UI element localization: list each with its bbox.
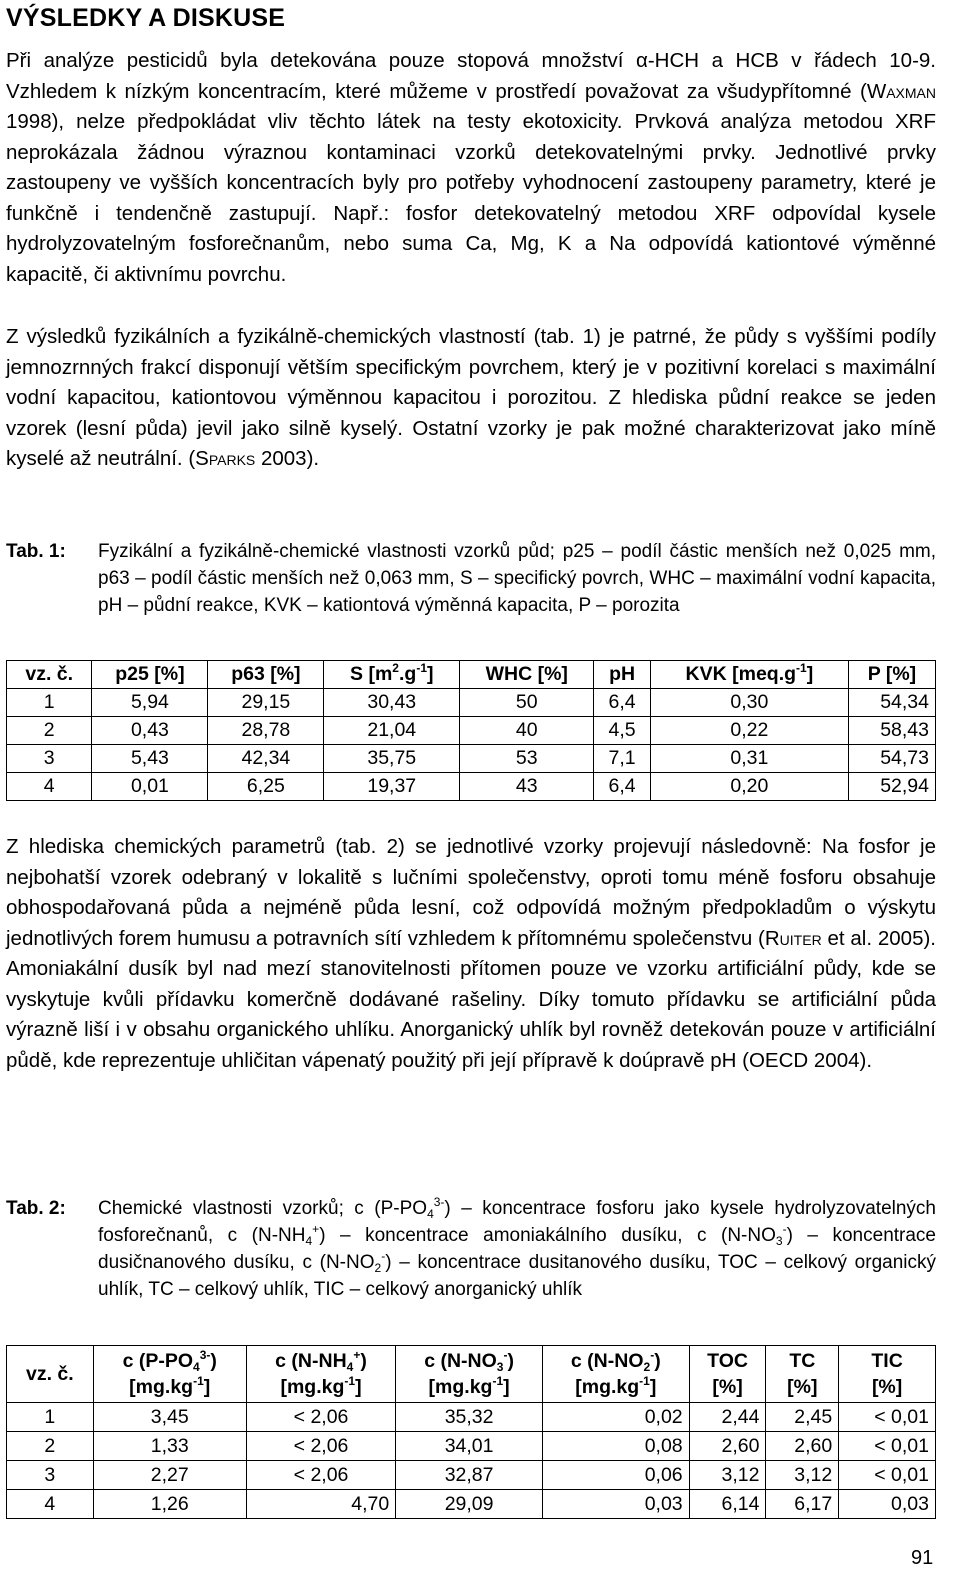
table1-header-row <box>7 661 936 689</box>
table-cell: < 0,01 <box>839 1432 936 1461</box>
t2-header-tic: TIC [%] <box>839 1346 936 1403</box>
table-cell: 6,17 <box>766 1490 839 1519</box>
table-cell: 3 <box>7 1461 94 1490</box>
paragraph-2 <box>6 322 936 475</box>
table-cell: 2,44 <box>689 1403 766 1432</box>
table-cell: < 2,06 <box>246 1432 395 1461</box>
table-cell: 0,01 <box>92 773 208 801</box>
table-cell: 3,12 <box>689 1461 766 1490</box>
table-cell: 32,87 <box>396 1461 543 1490</box>
table-row <box>7 1461 936 1490</box>
t2-header-po4: c $(P-PO_4^{3-})$ $[mg.kg^{-1}]$ <box>93 1346 246 1403</box>
table-cell: 5,43 <box>92 745 208 773</box>
table-cell: 3,12 <box>766 1461 839 1490</box>
table-cell: 6,14 <box>689 1490 766 1519</box>
table-cell: < 0,01 <box>839 1461 936 1490</box>
t1-header-p63: p63 [%] <box>208 661 324 689</box>
table-chemical-properties <box>6 1345 936 1519</box>
table1-caption-text: Fyzikální a fyzikálně-chemické vlastnosti vzorků půd; p25 – podíl částic menších než 0,025 mm, p63 – podíl částic menších než 0,063 mm, S – specifický povrch, WHC – maximální vodní kapacita, pH – půdní reakce, KVK – kationtová výměnná kapacita, P – porozita <box>98 541 936 616</box>
table-cell: 2,45 <box>766 1403 839 1432</box>
paragraph-3 <box>6 832 936 1076</box>
table-row <box>7 745 936 773</box>
table-cell: < 2,06 <box>246 1461 395 1490</box>
para3-text-a: Z hlediska chemických parametrů (tab. 2) se jednotlivé vzorky projevují následovně: Na fosfor je nejbohatší vzorek odebraný v lokalitě s lučními společenstvy, oproti tomu méně fosforu obsahuje obhospodařovaná půda a nejméně půda lesní, což odpovídá možným předpokladům o výskytu jednotlivých forem humusu a potravních sítí vzhledem k přítomnému společenstvu ( <box>6 835 936 950</box>
table-physical-properties <box>6 660 936 801</box>
table-cell: 5,94 <box>92 689 208 717</box>
table-row <box>7 1403 936 1432</box>
table-row <box>7 773 936 801</box>
table-cell: < 2,06 <box>246 1403 395 1432</box>
table-cell: 30,43 <box>324 689 460 717</box>
table-cell: 3,45 <box>93 1403 246 1432</box>
para2-text-a: Z výsledků fyzikálních a fyzikálně-chemických vlastností (tab. 1) je patrné, že půdy s vyššími podíly jemnozrnných frakcí disponují větším specifickým povrchem, který je v pozitivní korelaci s maximální vodní kapacitou, kationtovou výměnnou kapacitou i porozitou. Z hlediska půdní reakce se jeden vzorek (lesní půda) jevil jako silně kyselý. Ostatní vzorky je pak možné charakterizovat jako míně kyselé až neutrální. ( <box>6 325 936 470</box>
table-cell: 42,34 <box>208 745 324 773</box>
table-cell: 4,70 <box>246 1490 395 1519</box>
table-cell: 35,75 <box>324 745 460 773</box>
table-cell: < 0,01 <box>839 1403 936 1432</box>
table-cell: 54,34 <box>848 689 935 717</box>
table-cell: 0,08 <box>542 1432 689 1461</box>
t2-header-tc: TC [%] <box>766 1346 839 1403</box>
t1-header-p: P [%] <box>848 661 935 689</box>
t1-header-kvk: KVK $[meq.g^{-1}]$ <box>650 661 848 689</box>
t2-header-nh4: c $(N-NH_4^+)$ $[mg.kg^{-1}]$ <box>246 1346 395 1403</box>
table-cell: 19,37 <box>324 773 460 801</box>
t2-header-toc: TOC [%] <box>689 1346 766 1403</box>
table-cell: 0,03 <box>839 1490 936 1519</box>
t2-header-no2: c $(N-NO_2^-)$ $[mg.kg^{-1}]$ <box>542 1346 689 1403</box>
para1-text-b: 1998), nelze předpokládat vliv těchto látek na testy ekotoxicity. Prvková analýza metodou XRF neprokázala žádnou výraznou kontaminaci vzorků detekovatelnými prvky. Jednotlivé prvky zastoupeny ve vyšších koncentracích byly pro potřeby vyhodnocení zastoupeny parametry, které je funkčně i tendenčně zastupují. Např.: fosfor detekovatelný metodou XRF odpovídal kysele hydrolyzovatelným fosforečnanům, nebo suma Ca, Mg, K a Na odpovídá kationtové výměnné kapacitě, či aktivnímu povrchu. <box>6 110 936 286</box>
table-row <box>7 1490 936 1519</box>
citation-waxman: Waxman <box>866 79 936 103</box>
para3-text-b: et al. 2005). Amoniakální dusík byl nad mezí stanovitelnosti přítomen pouze ve vzorku artificiální půdy, kde se vyskytuje kvůli přídavku komerčně dodávané rašeliny. Díky tomuto přídavku se artificiální půda výrazně liší i v obsahu organického uhlíku. Anorganický uhlík byl rovněž detekován pouze v artificiální půdě, kde reprezentuje uhličitan vápenatý použitý při její přípravě k doúpravě pH (OECD 2004). <box>6 926 936 1072</box>
table-cell: 6,4 <box>594 773 650 801</box>
table-cell: 0,03 <box>542 1490 689 1519</box>
table-row <box>7 1432 936 1461</box>
table-cell: 1 <box>7 689 92 717</box>
table-cell: 0,20 <box>650 773 848 801</box>
citation-ruiter: Ruiter <box>764 926 822 950</box>
table-cell: 34,01 <box>396 1432 543 1461</box>
table-cell: 1 <box>7 1403 94 1432</box>
table-cell: 0,30 <box>650 689 848 717</box>
table-cell: 28,78 <box>208 717 324 745</box>
table-cell: 54,73 <box>848 745 935 773</box>
table2-header-row <box>7 1346 936 1403</box>
table-cell: 0,02 <box>542 1403 689 1432</box>
table-cell: 29,09 <box>396 1490 543 1519</box>
t1-header-whc: WHC [%] <box>460 661 594 689</box>
table-cell: 7,1 <box>594 745 650 773</box>
table-cell: 40 <box>460 717 594 745</box>
table-cell: 35,32 <box>396 1403 543 1432</box>
table-cell: 43 <box>460 773 594 801</box>
t1-header-vz: vz. č. <box>7 661 92 689</box>
t1-header-ph: pH <box>594 661 650 689</box>
table2-label: Tab. 2: <box>6 1198 66 1219</box>
table-row <box>7 689 936 717</box>
table-cell: 53 <box>460 745 594 773</box>
table-cell: 6,4 <box>594 689 650 717</box>
table-cell: 50 <box>460 689 594 717</box>
table-cell: 0,31 <box>650 745 848 773</box>
table-cell: 2,60 <box>766 1432 839 1461</box>
table-cell: 4 <box>7 773 92 801</box>
table-cell: 1,33 <box>93 1432 246 1461</box>
table-cell: 21,04 <box>324 717 460 745</box>
table-cell: 0,43 <box>92 717 208 745</box>
table1-label: Tab. 1: <box>6 541 66 562</box>
page-number: 91 <box>911 1547 934 1569</box>
table-cell: 4,5 <box>594 717 650 745</box>
t2-header-vz: vz. č. <box>7 1346 94 1403</box>
table-cell: 0,22 <box>650 717 848 745</box>
t1-header-p25: p25 [%] <box>92 661 208 689</box>
t1-header-s: S $[m^2.g^{-1}]$ <box>324 661 460 689</box>
table-cell: 29,15 <box>208 689 324 717</box>
table2-caption-text: Chemické vlastnosti vzorků; c $(P-PO_4^{3-})$ – koncentrace fosforu jako kysele hydrolyzovatelných fosforečnanů, c $(N-NH_4^+)$ – koncentrace amoniakálního dusíku, c $(N-NO_3^-)$ – koncentrace dusičnanového dusíku, c $(N-NO_2^-)$ – koncentrace dusitanového dusíku, TOC – celkový organický uhlík, TC – celkový uhlík, TIC – celkový anorganický uhlík <box>98 1195 937 1300</box>
table-cell: 52,94 <box>848 773 935 801</box>
section-heading: VÝSLEDKY A DISKUSE <box>6 4 286 32</box>
table-cell: 3 <box>7 745 92 773</box>
table-cell: 2 <box>7 1432 94 1461</box>
table-cell: 2,60 <box>689 1432 766 1461</box>
para1-text-a: Při analýze pesticidů byla detekována pouze stopová množství α-HCH a HCB v řádech 10-9. Vzhledem k nízkým koncentracím, které můžeme v prostředí považovat za všudypřítomné ( <box>6 49 936 103</box>
table-cell: 58,43 <box>848 717 935 745</box>
table-cell: 2 <box>7 717 92 745</box>
table-cell: 4 <box>7 1490 94 1519</box>
table-cell: 1,26 <box>93 1490 246 1519</box>
table-row <box>7 717 936 745</box>
table-cell: 0,06 <box>542 1461 689 1490</box>
table-cell: 6,25 <box>208 773 324 801</box>
table-cell: 2,27 <box>93 1461 246 1490</box>
paragraph-1 <box>6 46 936 290</box>
citation-sparks: Sparks <box>195 447 256 470</box>
t2-header-no3: c $(N-NO_3^-)$ $[mg.kg^{-1}]$ <box>396 1346 543 1403</box>
para2-text-b: 2003). <box>255 447 320 470</box>
